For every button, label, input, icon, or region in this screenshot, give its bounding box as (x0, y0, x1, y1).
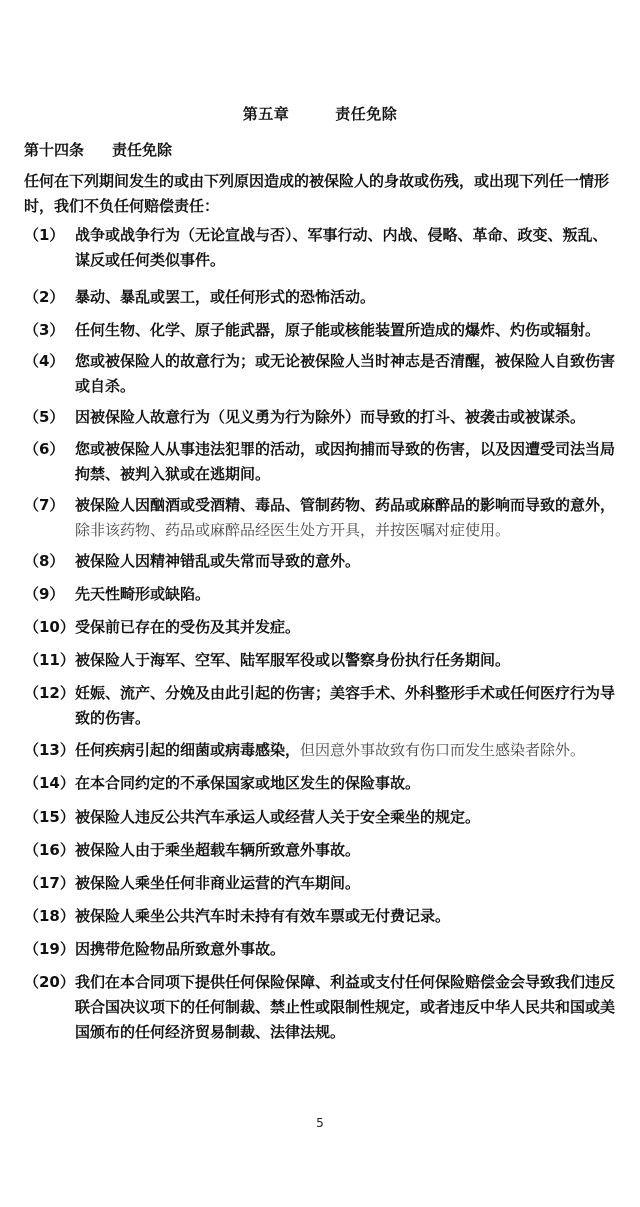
item-text: 被保险人因精神错乱或失常而导致的意外。 (75, 552, 361, 570)
item-number: （10） (24, 618, 75, 636)
item-text: 您或被保险人的故意行为；或无论被保险人当时神志是否清醒，被保险人自致伤害或自杀。 (75, 352, 616, 395)
item-number: （8） (24, 552, 65, 570)
item-text: 战争或战争行为（无论宣战与否）、军事行动、内战、侵略、革命、政变、叛乱、谋反或任何类似事件。 (75, 226, 608, 269)
item-text: 妊娠、流产、分娩及由此引起的伤害；美容手术、外科整形手术或任何医疗行为导致的伤害。 (75, 684, 616, 727)
item-text: 被保险人于海军、空军、陆军服军役或以警察身份执行任务期间。 (75, 651, 511, 669)
item-text: 因被保险人故意行为（见义勇为行为除外）而导致的打斗、被袭击或被谋杀。 (75, 408, 586, 426)
chapter-title: 责任免除 (335, 105, 398, 123)
item-number: （1） (24, 226, 65, 244)
item-number: （3） (24, 321, 65, 339)
item-text-note: 除非该药物、药品或麻醉品经医生处方开具，并按医嘱对症使用。 (75, 521, 511, 539)
item-text: 受保前已存在的受伤及其并发症。 (75, 618, 301, 636)
item-text: 任何疾病引起的细菌或病毒感染，但因意外事故致有伤口而发生感染者除外。 (75, 741, 586, 759)
article-heading (24, 139, 172, 160)
article-title: 责任免除 (112, 141, 173, 159)
item-text: 先天性畸形或缺陷。 (75, 585, 211, 603)
item-number: （6） (24, 440, 65, 458)
item-text: 被保险人乘坐公共汽车时未持有有效车票或无付费记录。 (75, 907, 451, 925)
item-number: （2） (24, 288, 65, 306)
item-number: （16） (24, 841, 75, 859)
item-text: 任何生物、化学、原子能武器，原子能或核能装置所造成的爆炸、灼伤或辐射。 (75, 321, 601, 339)
page-number: 5 (316, 1116, 324, 1130)
item-number: （5） (24, 408, 65, 426)
intro-paragraph: 任何在下列期间发生的或由下列原因造成的被保险人的身故或伤残，或出现下列任一情形时，我们不负任何赔偿责任： (24, 172, 610, 215)
item-text: 被保险人由于乘坐超载车辆所致意外事故。 (75, 841, 361, 859)
item-number: （19） (24, 940, 75, 958)
item-number: （9） (24, 585, 65, 603)
item-text: 被保险人因酗酒或受酒精、毒品、管制药物、药品或麻醉品的影响而导致的意外，除非该药物、药品或麻醉品经医生处方开具，并按医嘱对症使用。 (75, 496, 616, 539)
item-text-note: 但因意外事故致有伤口而发生感染者除外。 (300, 741, 586, 759)
item-text: 因携带危险物品所致意外事故。 (75, 940, 286, 958)
item-text: 暴动、暴乱或罢工，或任何形式的恐怖活动。 (75, 288, 376, 306)
item-text: 您或被保险人从事违法犯罪的活动，或因拘捕而导致的伤害，以及因遭受司法当局拘禁、被判入狱或在逃期间。 (75, 440, 616, 483)
item-text: 被保险人违反公共汽车承运人或经营人关于安全乘坐的规定。 (75, 808, 481, 826)
item-text: 被保险人乘坐任何非商业运营的汽车期间。 (75, 874, 361, 892)
item-number: （13） (24, 741, 75, 759)
chapter-number: 第五章 (242, 105, 290, 123)
chapter-heading (0, 103, 640, 124)
item-number: （18） (24, 907, 75, 925)
item-number: （14） (24, 774, 75, 792)
item-number: （7） (24, 496, 65, 514)
item-number: （20） (24, 973, 75, 991)
item-number: （17） (24, 874, 75, 892)
item-number: （11） (24, 651, 75, 669)
item-text: 在本合同约定的不承保国家或地区发生的保险事故。 (75, 774, 421, 792)
item-number: （4） (24, 352, 65, 370)
article-number: 第十四条 (24, 141, 85, 159)
item-number: （12） (24, 684, 75, 702)
item-number: （15） (24, 808, 75, 826)
item-text: 我们在本合同项下提供任何保险保障、利益或支付任何保险赔偿金会导致我们违反联合国决议项下的任何制裁、禁止性或限制性规定，或者违反中华人民共和国或美国颁布的任何经济贸易制裁、法律法规。 (75, 973, 616, 1041)
